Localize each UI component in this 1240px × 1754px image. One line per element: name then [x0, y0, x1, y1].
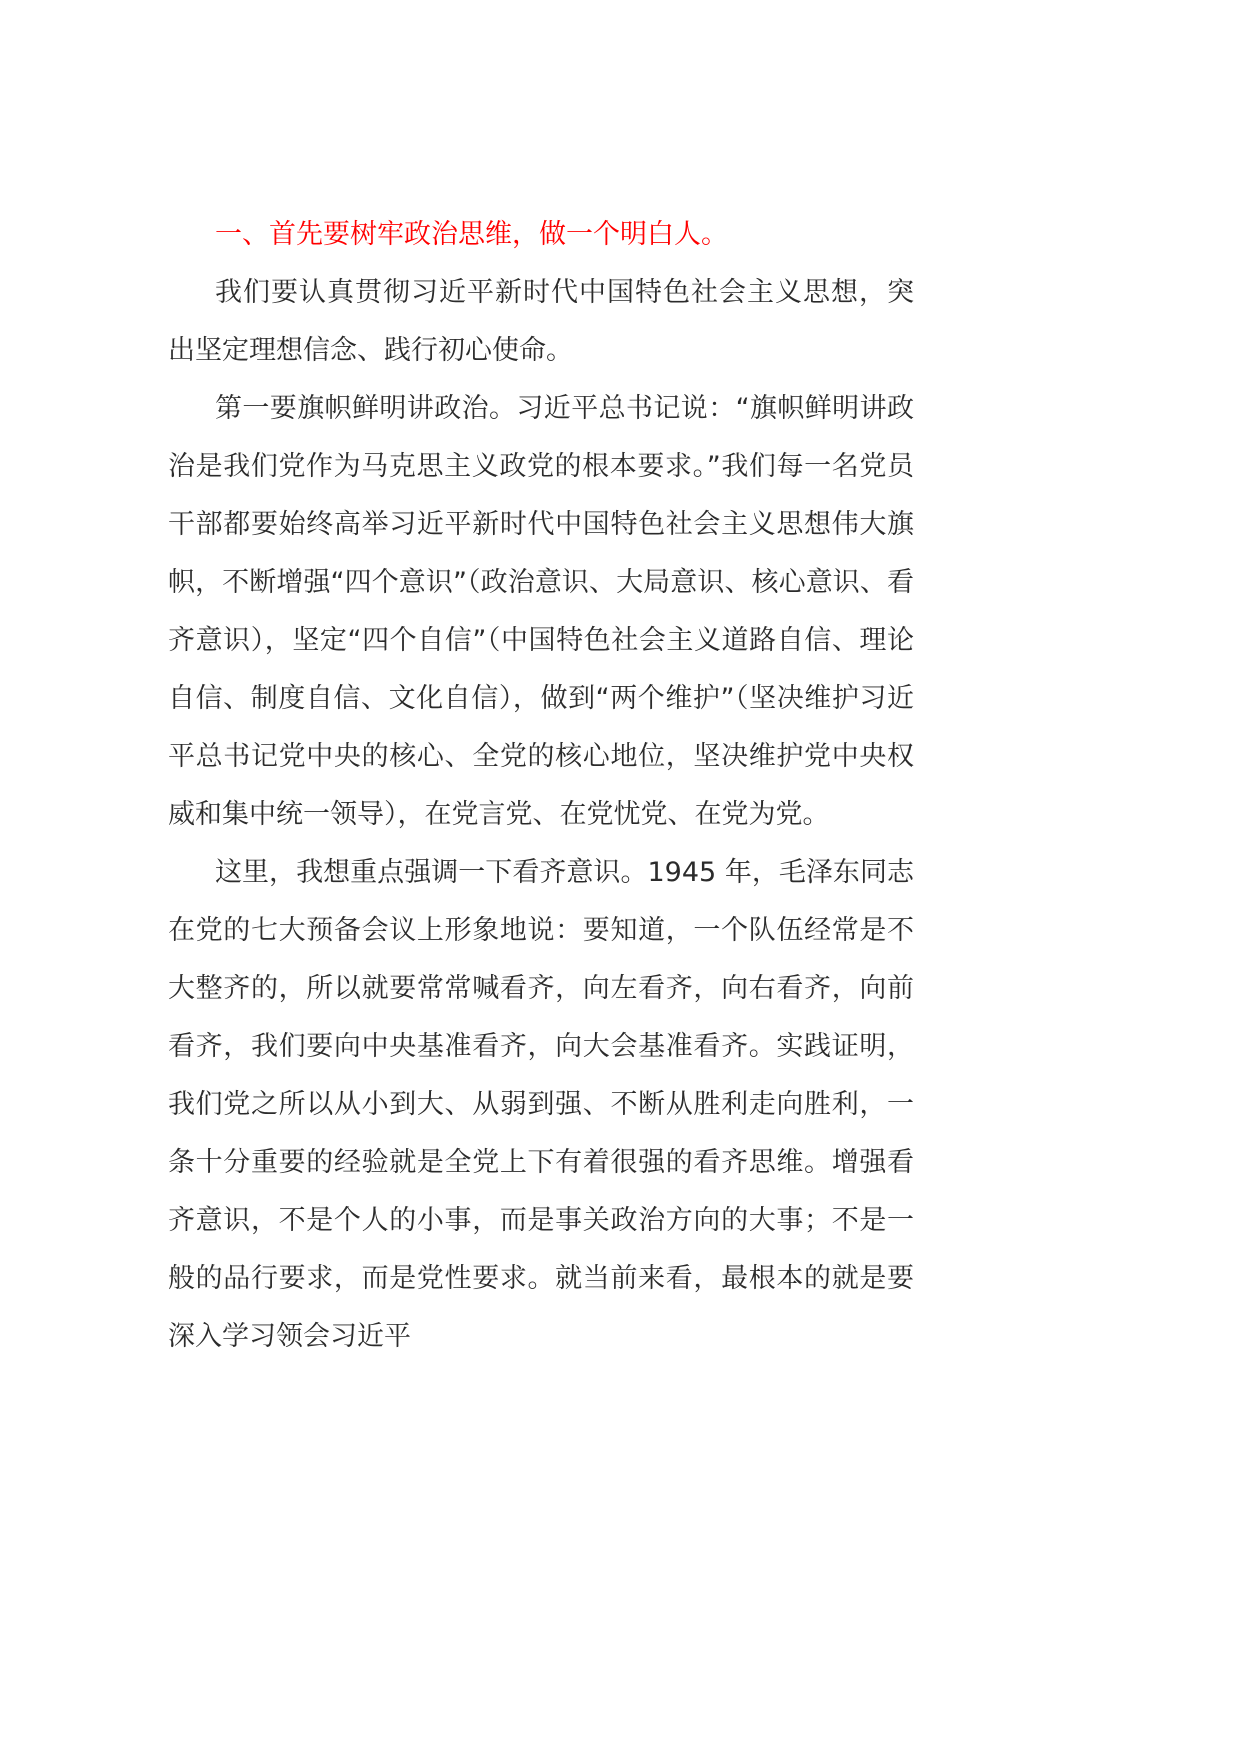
body-paragraph-3: 这里，我想重点强调一下看齐意识。1945 年，毛泽东同志在党的七大预备会议上形象地说：要知道，一个队伍经常是不大整齐的，所以就要常常喊看齐，向左看齐，向右看齐，向前看齐，我们要向中央基准看齐，向大会基准看齐。实践证明，我们党之所以从小到大、从弱到强、不断从胜利走向胜利，一条十分重要的经验就是全党上下有着很强的看齐思维。增强看齐意识，不是个人的小事，而是事关政治方向的大事；不是一般的品行要求，而是党性要求。就当前来看，最根本的就是要深入学习领会习近平	[168, 857, 914, 1352]
section-heading: 一、首先要树牢政治思维，做一个明白人。	[215, 219, 728, 250]
body-paragraph-2: 第一要旗帜鲜明讲政治。习近平总书记说：“旗帜鲜明讲政治是我们党作为马克思主义政党的根本要求。”我们每一名党员干部都要始终高举习近平新时代中国特色社会主义思想伟大旗帜，不断增强“四个意识”（政治意识、大局意识、核心意识、看齐意识），坚定“四个自信”（中国特色社会主义道路自信、理论自信、制度自信、文化自信），做到“两个维护”（坚决维护习近平总书记党中央的核心、全党的核心地位，坚决维护党中央权威和集中统一领导），在党言党、在党忧党、在党为党。	[168, 393, 914, 830]
body-paragraph-1: 我们要认真贯彻习近平新时代中国特色社会主义思想，突出坚定理想信念、践行初心使命。	[168, 277, 914, 366]
document-body	[168, 206, 914, 1366]
